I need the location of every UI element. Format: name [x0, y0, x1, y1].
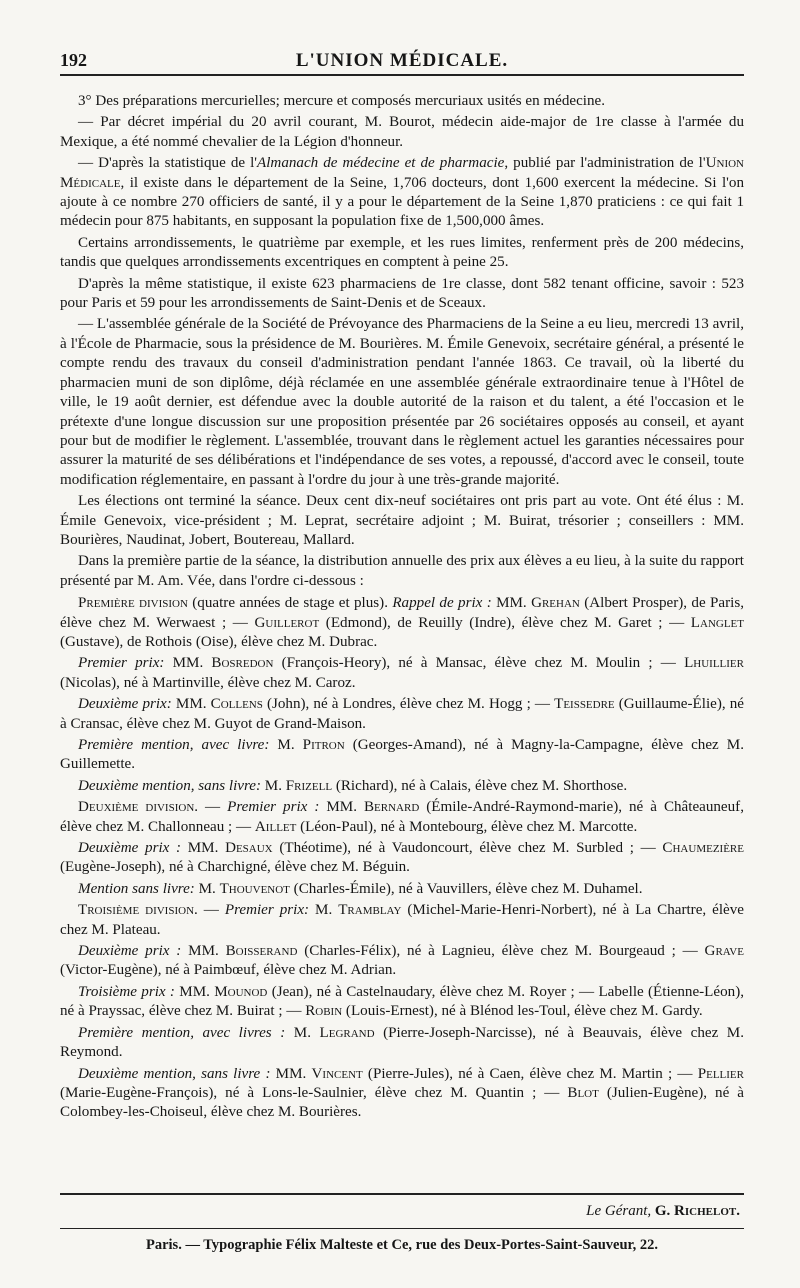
prize-entry: Mention sans livre: M. Thouvenot (Charles-Émile), né à Vauvillers, élève chez M. Duhamel.: [78, 880, 643, 897]
footer-divider: [60, 1228, 744, 1229]
paragraph: Les élections ont terminé la séance. Deux cent dix-neuf sociétaires ont pris part au vote. Ont été élus : M. Émile Genevoix, vice-président ; M. Leprat, secrétaire adjoint ; M. Buirat, trésorier ; conseillers : MM. Bourières, Naudinat, Jobert, Boutereau, Mallard.: [60, 493, 744, 548]
prize-entry: Première mention, avec livres : M. Legrand (Pierre-Joseph-Narcisse), né à Beauvais, élève chez M. Reymond.: [60, 1024, 744, 1061]
prize-entry: Deuxième prix : MM. Desaux (Théotime), né à Vaudoncourt, élève chez M. Surbled ; — Chaumezière (Eugène-Joseph), né à Charchigné, élève chez M. Béguin.: [60, 840, 744, 876]
prize-entry: Troisième prix : MM. Mounod (Jean), né à Castelnaudary, élève chez M. Royer ; — Labelle (Étienne-Léon), né à Prayssac, élève chez M. Buirat ; — Robin (Louis-Ernest), né à Blénod les-Toul, élève chez M. Gardy.: [60, 983, 744, 1020]
paragraph: D'après la même statistique, il existe 623 pharmaciens de 1re classe, dont 582 tenant officine, savoir : 523 pour Paris et 59 pour les arrondissements de Saint-Denis et de Sceaux.: [60, 275, 744, 312]
prize-entry: Deuxième mention, sans livre: M. Frizell (Richard), né à Calais, élève chez M. Shorthose.: [78, 777, 628, 794]
journal-title: L'UNION MÉDICALE.: [295, 50, 509, 71]
prize-entry: Deuxième prix: MM. Collens (John), né à Londres, élève chez M. Hogg ; — Teissedre (Guillaume-Élie), né à Cransac, élève chez M. Guyot de Grand-Maison.: [60, 696, 744, 732]
section-divider: [60, 1193, 744, 1195]
printer-imprint: Paris. — Typographie Félix Malteste et Ce, rue des Deux-Portes-Saint-Sauveur, 22.: [145, 1237, 658, 1253]
article-body: [60, 92, 744, 1125]
prize-entry: Deuxième prix : MM. Boisserand (Charles-Félix), né à Lagnieu, élève chez M. Bourgeaud ; — Grave (Victor-Eugène), né à Paimbœuf, élève chez M. Adrian.: [60, 943, 744, 979]
prize-entry: Première division (quatre années de stage et plus). Rappel de prix : MM. Grehan (Albert Prosper), de Paris, élève chez M. Werwaest ; — Guillerot (Edmond), de Reuilly (Indre), élève chez M. Garet ; — Langlet (Gustave), de Rothois (Oise), élève chez M. Dubrac.: [60, 595, 744, 650]
paragraph: — Par décret impérial du 20 avril courant, M. Bourot, médecin aide-major de 1re classe à l'armée du Mexique, a été nommé chevalier de la Légion d'honneur.: [60, 114, 744, 150]
page-number: 192: [60, 50, 87, 70]
paragraph: Dans la première partie de la séance, la distribution annuelle des prix aux élèves a eu lieu, à la suite du rapport présenté par M. Am. Vée, dans l'ordre ci-dessous :: [60, 553, 744, 589]
prize-entry: Deuxième mention, sans livre : MM. Vincent (Pierre-Jules), né à Caen, élève chez M. Martin ; — Pellier (Marie-Eugène-François), né à Lons-le-Saulnier, élève chez M. Quantin ; — Blot (Julien-Eugène), né à Colombey-les-Choiseul, élève chez M. Bourières.: [60, 1065, 744, 1121]
paragraph: Certains arrondissements, le quatrième par exemple, et les rues limites, renferment près de 200 médecins, tandis que quelques arrondissements excentriques en comptent à peine 25.: [60, 234, 744, 271]
prize-entry: Première mention, avec livre: M. Pitron (Georges-Amand), né à Magny-la-Campagne, élève chez M. Guillemette.: [60, 737, 744, 773]
paragraph: — D'après la statistique de l'Almanach de médecine et de pharmacie, publié par l'administration de l'Union Médicale, il existe dans le département de la Seine, 1,706 docteurs, dont 1,600 exercent la médecine. Si l'on ajoute à ce nombre 270 officiers de santé, il y a pour le département de la Seine 1,870 praticiens : ce qui fait 1 médecin pour 875 habitants, en supposant la population fixe de 1,500,000 âmes.: [60, 155, 744, 230]
paragraph: 3° Des préparations mercurielles; mercure et composés mercuriaux usités en médecine.: [78, 93, 605, 109]
prize-entry: Deuxième division. — Premier prix : MM. Bernard (Émile-André-Raymond-marie), né à Châteauneuf, élève chez M. Challonneau ; — Aillet (Léon-Paul), né à Montebourg, élève chez M. Marcotte.: [60, 799, 744, 835]
page-header: [60, 44, 744, 76]
prize-entry: Premier prix: MM. Bosredon (François-Heory), né à Mansac, élève chez M. Moulin ; — Lhuillier (Nicolas), né à Martinville, élève chez M. Caroz.: [60, 655, 744, 691]
signature: Le Gérant, G. Richelot.: [586, 1203, 740, 1219]
paragraph: — L'assemblée générale de la Société de Prévoyance des Pharmaciens de la Seine a eu lieu, mercredi 13 avril, à l'École de Pharmacie, sous la présidence de M. Bourières. M. Émile Genevoix, secrétaire général, a présenté le compte rendu des travaux du conseil d'administration pendant l'année 1863. Ce travail, où la liberté du pharmacien muni de son diplôme, déjà réclamée en une assemblée générale extraordinaire tenue à l'Hôtel de ville, le 19 août dernier, est défendue avec la double autorité de la raison et du talent, a été l'occasion et le prétexte d'une longue discussion sur une proposition présentée par 26 sociétaires opposés au conseil, et ayant pour but de modifier le règlement. L'assemblée, trouvant dans le règlement actuel les garanties nécessaires pour assurer la maturité de ses délibérations et l'indépendance de ses votes, a repoussé, d'accord avec le conseil, toute modification réglementaire, en passant à l'ordre du jour à une très-grande majorité.: [60, 316, 744, 488]
prize-entry: Troisième division. — Premier prix: M. Tramblay (Michel-Marie-Henri-Norbert), né à La Chartre, élève chez M. Plateau.: [60, 902, 744, 938]
